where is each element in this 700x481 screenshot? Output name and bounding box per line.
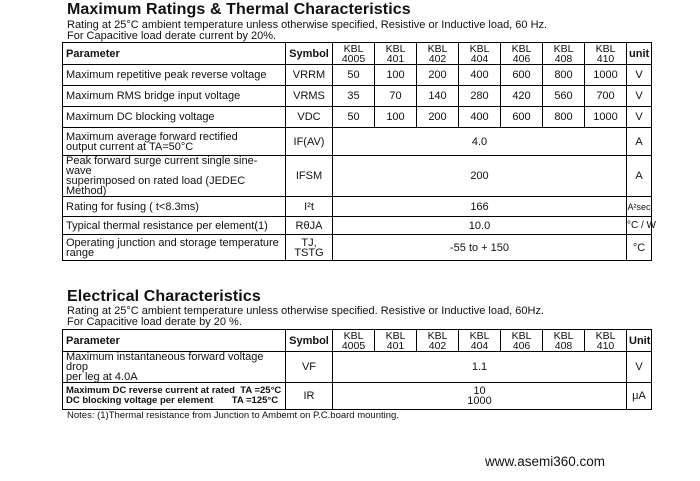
table-row: Peak forward surge current single sine-wave superimposed on rated load (JEDEC Method) IFSM 200 A (63, 156, 652, 197)
model-header: KBL 4005 (333, 330, 375, 352)
table-row: Typical thermal resistance per element(1) RθJA 10.0 °C / W (63, 217, 652, 235)
model-header: KBL 401 (375, 43, 417, 65)
table-row: Maximum RMS bridge input voltage VRMS 35 70 140 280 420 560 700 V (63, 86, 652, 107)
unit-header: unit (627, 43, 652, 65)
notes: Notes: (1)Thermal resistance from Junction to Ambemt on P.C.board mounting. (67, 410, 399, 421)
model-header: KBL 402 (417, 43, 459, 65)
electrical-note-2: For Capacitive load derate by 20 %. (67, 316, 242, 328)
parameter-header: Parameter (63, 330, 286, 352)
max-ratings-title: Maximum Ratings & Thermal Characteristics (67, 1, 411, 18)
electrical-note-1: Rating at 25°C ambient temperature unless otherwise specified. Resistive or Inductive load, 60Hz. (67, 305, 545, 317)
model-header: KBL 410 (585, 330, 627, 352)
table-row: Maximum DC blocking voltage VDC 50 100 200 400 600 800 1000 V (63, 107, 652, 128)
electrical-title: Electrical Characteristics (67, 288, 261, 305)
model-header: KBL 410 (585, 43, 627, 65)
model-header: KBL 4005 (333, 43, 375, 65)
model-header: KBL 404 (459, 330, 501, 352)
symbol-header: Symbol (286, 330, 333, 352)
table-row: Maximum repetitive peak reverse voltage VRRM 50 100 200 400 600 800 1000 V (63, 65, 652, 86)
model-header: KBL 408 (543, 330, 585, 352)
website-link[interactable]: www.asemi360.com (485, 454, 606, 469)
model-header: KBL 406 (501, 330, 543, 352)
max-ratings-table (62, 42, 656, 261)
table-row: Rating for fusing ( t<8.3ms) I²t 166 A²sec (63, 197, 652, 217)
unit-header: Unit (627, 330, 652, 352)
symbol-header: Symbol (286, 43, 333, 65)
model-header: KBL 402 (417, 330, 459, 352)
model-header: KBL 401 (375, 330, 417, 352)
model-header: KBL 404 (459, 43, 501, 65)
model-header: KBL 406 (501, 43, 543, 65)
table-row: Maximum average forward rectified output current at TA=50°C IF(AV) 4.0 A (63, 128, 652, 156)
max-ratings-note-1: Rating at 25°C ambient temperature unless otherwise specified, Resistive or Inductive load, 60 Hz. (67, 19, 548, 31)
table-row: Operating junction and storage temperature range TJ, TSTG -55 to + 150 °C (63, 235, 652, 261)
table-header-row (63, 330, 652, 352)
electrical-table (62, 329, 652, 410)
table-row: Maximum instantaneous forward voltage drop per leg at 4.0A VF 1.1 V (63, 352, 652, 383)
max-ratings-note-2: For Capacitive load derate current by 20%. (67, 30, 277, 42)
table-row: Maximum DC reverse current at rated TA =25°C DC blocking voltage per element TA =125°C IR 10 1000 μA (63, 383, 652, 410)
parameter-header: Parameter (63, 43, 286, 65)
table-header-row (63, 43, 652, 65)
model-header: KBL 408 (543, 43, 585, 65)
